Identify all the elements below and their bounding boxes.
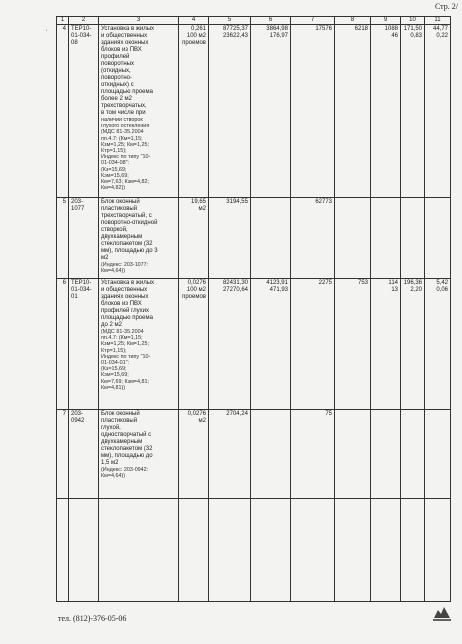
- code-line: 203-: [71, 199, 84, 205]
- cell-col10: [401, 279, 425, 410]
- description-line: Км=7,63; Кзм=4,82;: [101, 179, 149, 186]
- column-header: 9: [371, 17, 401, 25]
- description-line: (МДС 81-35.2004: [101, 329, 144, 335]
- description-line: блоков из ПВХ: [101, 47, 142, 53]
- column-header: 11: [425, 17, 451, 25]
- description-line: поворотных: [101, 61, 134, 67]
- cell-col7: 17576: [291, 25, 335, 198]
- description-line: 01-034-08":: [101, 160, 129, 167]
- value-line: 471,93: [269, 287, 288, 293]
- cell-col5: [209, 279, 251, 410]
- value-line: 87725,37: [222, 26, 248, 32]
- value-line: 0,83: [410, 33, 422, 39]
- description-line: двухкамерным: [101, 234, 143, 240]
- cell-col6: [251, 198, 291, 279]
- description-line: профилей: [101, 54, 130, 60]
- table-row: [57, 279, 451, 410]
- description-line: Км=4,64)): [101, 268, 126, 275]
- column-header: 1: [57, 17, 69, 25]
- description-line: Установка в жилых: [101, 26, 155, 32]
- cell-col11: [425, 410, 451, 499]
- value-line: 171,50: [403, 26, 422, 32]
- description-line: (Кз=15,69;: [101, 366, 127, 373]
- code-line: 203-: [71, 411, 84, 417]
- value-line: 1088: [384, 26, 398, 32]
- value-line: 82431,30: [222, 280, 248, 286]
- rate-code: [69, 198, 99, 279]
- description-line: наличии створок: [101, 117, 143, 123]
- unit-line: 0,0276: [187, 280, 206, 286]
- rate-code: [69, 410, 99, 499]
- cell-col10: [401, 25, 425, 198]
- code-line: 01: [71, 294, 78, 300]
- empty-cell: [371, 499, 401, 602]
- value-line: 114: [388, 280, 398, 286]
- description-line: и общественных: [101, 287, 148, 293]
- cell-col9: [371, 410, 401, 499]
- unit-quantity: [179, 279, 209, 410]
- cell-col11: [425, 25, 451, 198]
- empty-cell: [179, 499, 209, 602]
- description-line: глухой,: [101, 425, 121, 431]
- unit-quantity: [179, 198, 209, 279]
- work-description: [99, 410, 179, 499]
- estimate-table: [56, 16, 451, 602]
- description-line: трехстворчатый, с: [101, 213, 152, 219]
- description-line: Блок оконный: [101, 199, 140, 205]
- description-line: мм), площадью до: [101, 453, 153, 459]
- table-row: [57, 410, 451, 499]
- stamp-logo-icon: [432, 604, 452, 622]
- table-row: [57, 499, 451, 602]
- description-line: Кзм=1,25; Км=1,25;: [101, 141, 149, 148]
- description-line: Ктр=1,15);: [101, 148, 127, 155]
- description-line: трехстворчатых,: [101, 103, 147, 109]
- unit-line: 0,261: [190, 26, 206, 32]
- unit-line: 0,0276: [187, 411, 206, 417]
- cell-col7: 62773: [291, 198, 335, 279]
- description-line: более 2 м2: [101, 96, 132, 102]
- empty-cell: [251, 499, 291, 602]
- column-header: 3: [99, 17, 179, 25]
- description-line: зданиях оконных: [101, 294, 149, 300]
- description-line: мм), площадью до 3: [101, 248, 158, 254]
- unit-line: м2: [198, 418, 206, 424]
- description-line: пп.4.7: (Км=1,15;: [101, 335, 143, 342]
- description-line: створкой,: [101, 227, 128, 233]
- cell-col11: [425, 198, 451, 279]
- value-line: 3194,55: [226, 199, 248, 205]
- cell-col11: [425, 279, 451, 410]
- description-line: Км=4,82)): [101, 185, 126, 192]
- description-line: Индекс по типу "10-: [101, 154, 151, 161]
- code-line: ТЕР10-: [71, 26, 92, 32]
- description-line: стеклопакетом (32: [101, 446, 153, 452]
- description-line: (Индекс: 203-0942:: [101, 467, 149, 473]
- description-line: пластиковый: [101, 418, 138, 424]
- footer-phone: тел. (812)-376-05-06: [58, 614, 127, 623]
- description-line: Км=7,69; Кзм=4,81;: [101, 378, 149, 385]
- cell-col5: [209, 198, 251, 279]
- value-line: 176,97: [269, 33, 288, 39]
- value-line: 2,20: [410, 287, 422, 293]
- cell-col6: [251, 410, 291, 499]
- description-line: Установка в жилых: [101, 280, 155, 286]
- row-number: 6: [57, 279, 69, 410]
- work-description: [99, 25, 179, 198]
- value-line: 23622,43: [222, 33, 248, 39]
- code-line: 01-034-: [71, 33, 92, 39]
- description-line: в том числе при: [101, 110, 146, 116]
- cell-col7: 2275: [291, 279, 335, 410]
- margin-mark: ': [46, 30, 48, 36]
- description-line: Кэм=15,69;: [101, 372, 129, 379]
- code-line: 01-034-: [71, 287, 92, 293]
- empty-cell: [401, 499, 425, 602]
- description-line: (МДС 81-35.2004: [101, 129, 144, 136]
- work-description: [99, 198, 179, 279]
- cell-col9: [371, 279, 401, 410]
- cell-col6: [251, 279, 291, 410]
- value-line: 5,42: [436, 280, 448, 286]
- description-line: Ктр=1,15);: [101, 347, 127, 354]
- description-line: пп.4.7: (Км=1,15;: [101, 135, 143, 142]
- unit-line: 100 м2: [186, 287, 206, 293]
- empty-cell: [57, 499, 69, 602]
- description-line: одностворчатый с: [101, 432, 152, 438]
- unit-quantity: [179, 25, 209, 198]
- value-line: 2704,24: [226, 411, 248, 417]
- cell-col8: 753: [335, 279, 371, 410]
- unit-line: 100 м2: [186, 33, 206, 39]
- column-header: 10: [401, 17, 425, 25]
- description-line: площадью проема: [101, 89, 153, 95]
- description-line: до 2 м2: [101, 322, 122, 328]
- cell-col7: 75: [291, 410, 335, 499]
- unit-line: 19,65: [190, 199, 206, 205]
- description-line: м2: [101, 255, 109, 261]
- cell-col9: [371, 198, 401, 279]
- column-header: 4: [179, 17, 209, 25]
- cell-col5: [209, 25, 251, 198]
- unit-line: проемов: [182, 294, 206, 300]
- description-line: поворотно-откидной: [101, 220, 158, 226]
- value-line: 4123,91: [266, 280, 288, 286]
- column-header: 8: [335, 17, 371, 25]
- empty-cell: [291, 499, 335, 602]
- description-line: Км=4,81)): [101, 384, 126, 391]
- cell-col10: [401, 198, 425, 279]
- cell-col9: [371, 25, 401, 198]
- cell-col6: [251, 25, 291, 198]
- empty-cell: [99, 499, 179, 602]
- description-line: и общественных: [101, 33, 148, 39]
- description-line: откидных) с: [101, 82, 134, 88]
- description-line: зданиях оконных: [101, 40, 149, 46]
- code-line: ТЕР10-: [71, 280, 92, 286]
- value-line: 46: [391, 33, 398, 39]
- description-line: Кзм=1,25; Км=1,25;: [101, 341, 149, 348]
- value-line: 13: [391, 287, 398, 293]
- header-row: [57, 17, 451, 25]
- description-line: стеклопакетом (32: [101, 241, 153, 247]
- unit-quantity: [179, 410, 209, 499]
- description-line: 01-034-01":: [101, 360, 129, 367]
- table-row: [57, 198, 451, 279]
- rate-code: [69, 25, 99, 198]
- description-line: Блок оконный: [101, 411, 140, 417]
- empty-cell: [335, 499, 371, 602]
- rate-code: [69, 279, 99, 410]
- column-header: 2: [69, 17, 99, 25]
- value-line: 44,77: [432, 26, 448, 32]
- description-line: 1,5 м2: [101, 460, 119, 466]
- work-description: [99, 279, 179, 410]
- empty-cell: [69, 499, 99, 602]
- cell-col8: [335, 198, 371, 279]
- cell-col8: 6218: [335, 25, 371, 198]
- column-header: 6: [251, 17, 291, 25]
- cell-col8: [335, 410, 371, 499]
- description-line: (Индекс: 203-1077:: [101, 262, 149, 268]
- unit-line: м2: [198, 206, 206, 212]
- page-number-label: Стр. 2/: [434, 2, 458, 11]
- table-row: [57, 25, 451, 198]
- description-line: Индекс по типу "10-: [101, 353, 151, 360]
- description-line: поворотно-: [101, 75, 132, 81]
- description-line: (Кз=15,69;: [101, 166, 127, 173]
- description-line: Км=4,64)): [101, 473, 126, 480]
- value-line: 3864,98: [266, 26, 288, 32]
- row-number: 4: [57, 25, 69, 198]
- value-line: 0,06: [436, 287, 448, 293]
- code-line: 0942: [71, 418, 85, 424]
- empty-cell: [209, 499, 251, 602]
- description-line: пластиковый: [101, 206, 138, 212]
- description-line: глухого остекления: [101, 123, 150, 130]
- unit-line: проемов: [182, 40, 206, 46]
- cell-col5: [209, 410, 251, 499]
- description-line: двухкамерным: [101, 439, 143, 445]
- value-line: 0,22: [436, 33, 448, 39]
- description-line: площадью проема: [101, 315, 153, 321]
- column-header: 7: [291, 17, 335, 25]
- empty-cell: [425, 499, 451, 602]
- description-line: блоков из ПВХ: [101, 301, 142, 307]
- description-line: (откидных,: [101, 68, 131, 74]
- cell-col10: [401, 410, 425, 499]
- description-line: Кэм=15,69;: [101, 172, 129, 179]
- value-line: 196,36: [403, 280, 422, 286]
- column-header: 5: [209, 17, 251, 25]
- code-line: 1077: [71, 206, 85, 212]
- value-line: 27270,64: [222, 287, 248, 293]
- description-line: профилей глухих: [101, 308, 149, 314]
- row-number: 7: [57, 410, 69, 499]
- row-number: 5: [57, 198, 69, 279]
- code-line: 08: [71, 40, 78, 46]
